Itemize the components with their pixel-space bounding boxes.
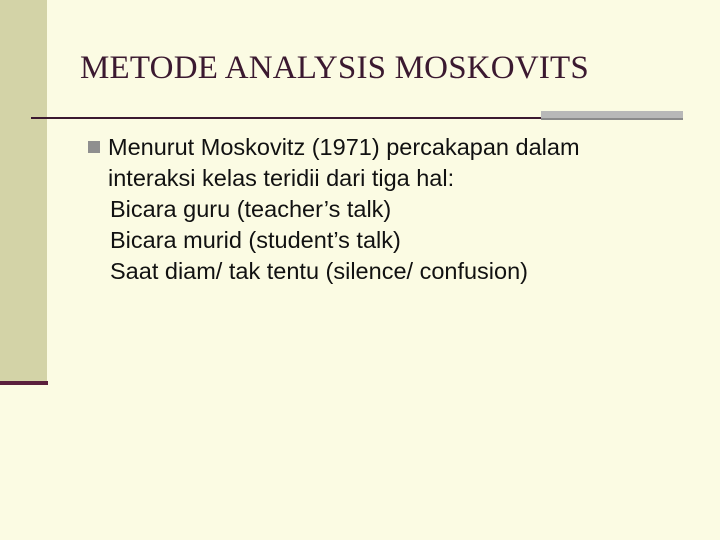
left-band-underline — [0, 381, 48, 385]
title-divider-line — [31, 117, 542, 119]
bullet-line-1: Menurut Moskovitz (1971) percakapan dalam — [108, 134, 580, 160]
slide-body — [88, 132, 708, 287]
square-bullet-icon — [88, 141, 100, 153]
list-item-teacher-talk: Bicara guru (teacher’s talk) — [110, 196, 392, 222]
slide-title: METODE ANALYSIS MOSKOVITS — [80, 50, 589, 86]
title-divider-accent-bar — [541, 111, 683, 118]
left-accent-band — [0, 0, 47, 381]
title-divider-accent-shadow — [541, 118, 683, 120]
list-item-student-talk: Bicara murid (student’s talk) — [110, 227, 401, 253]
list-item-silence: Saat diam/ tak tentu (silence/ confusion) — [110, 258, 528, 284]
bullet-paragraph — [88, 132, 708, 194]
bullet-line-2: interaksi kelas teridii dari tiga hal: — [108, 165, 455, 191]
